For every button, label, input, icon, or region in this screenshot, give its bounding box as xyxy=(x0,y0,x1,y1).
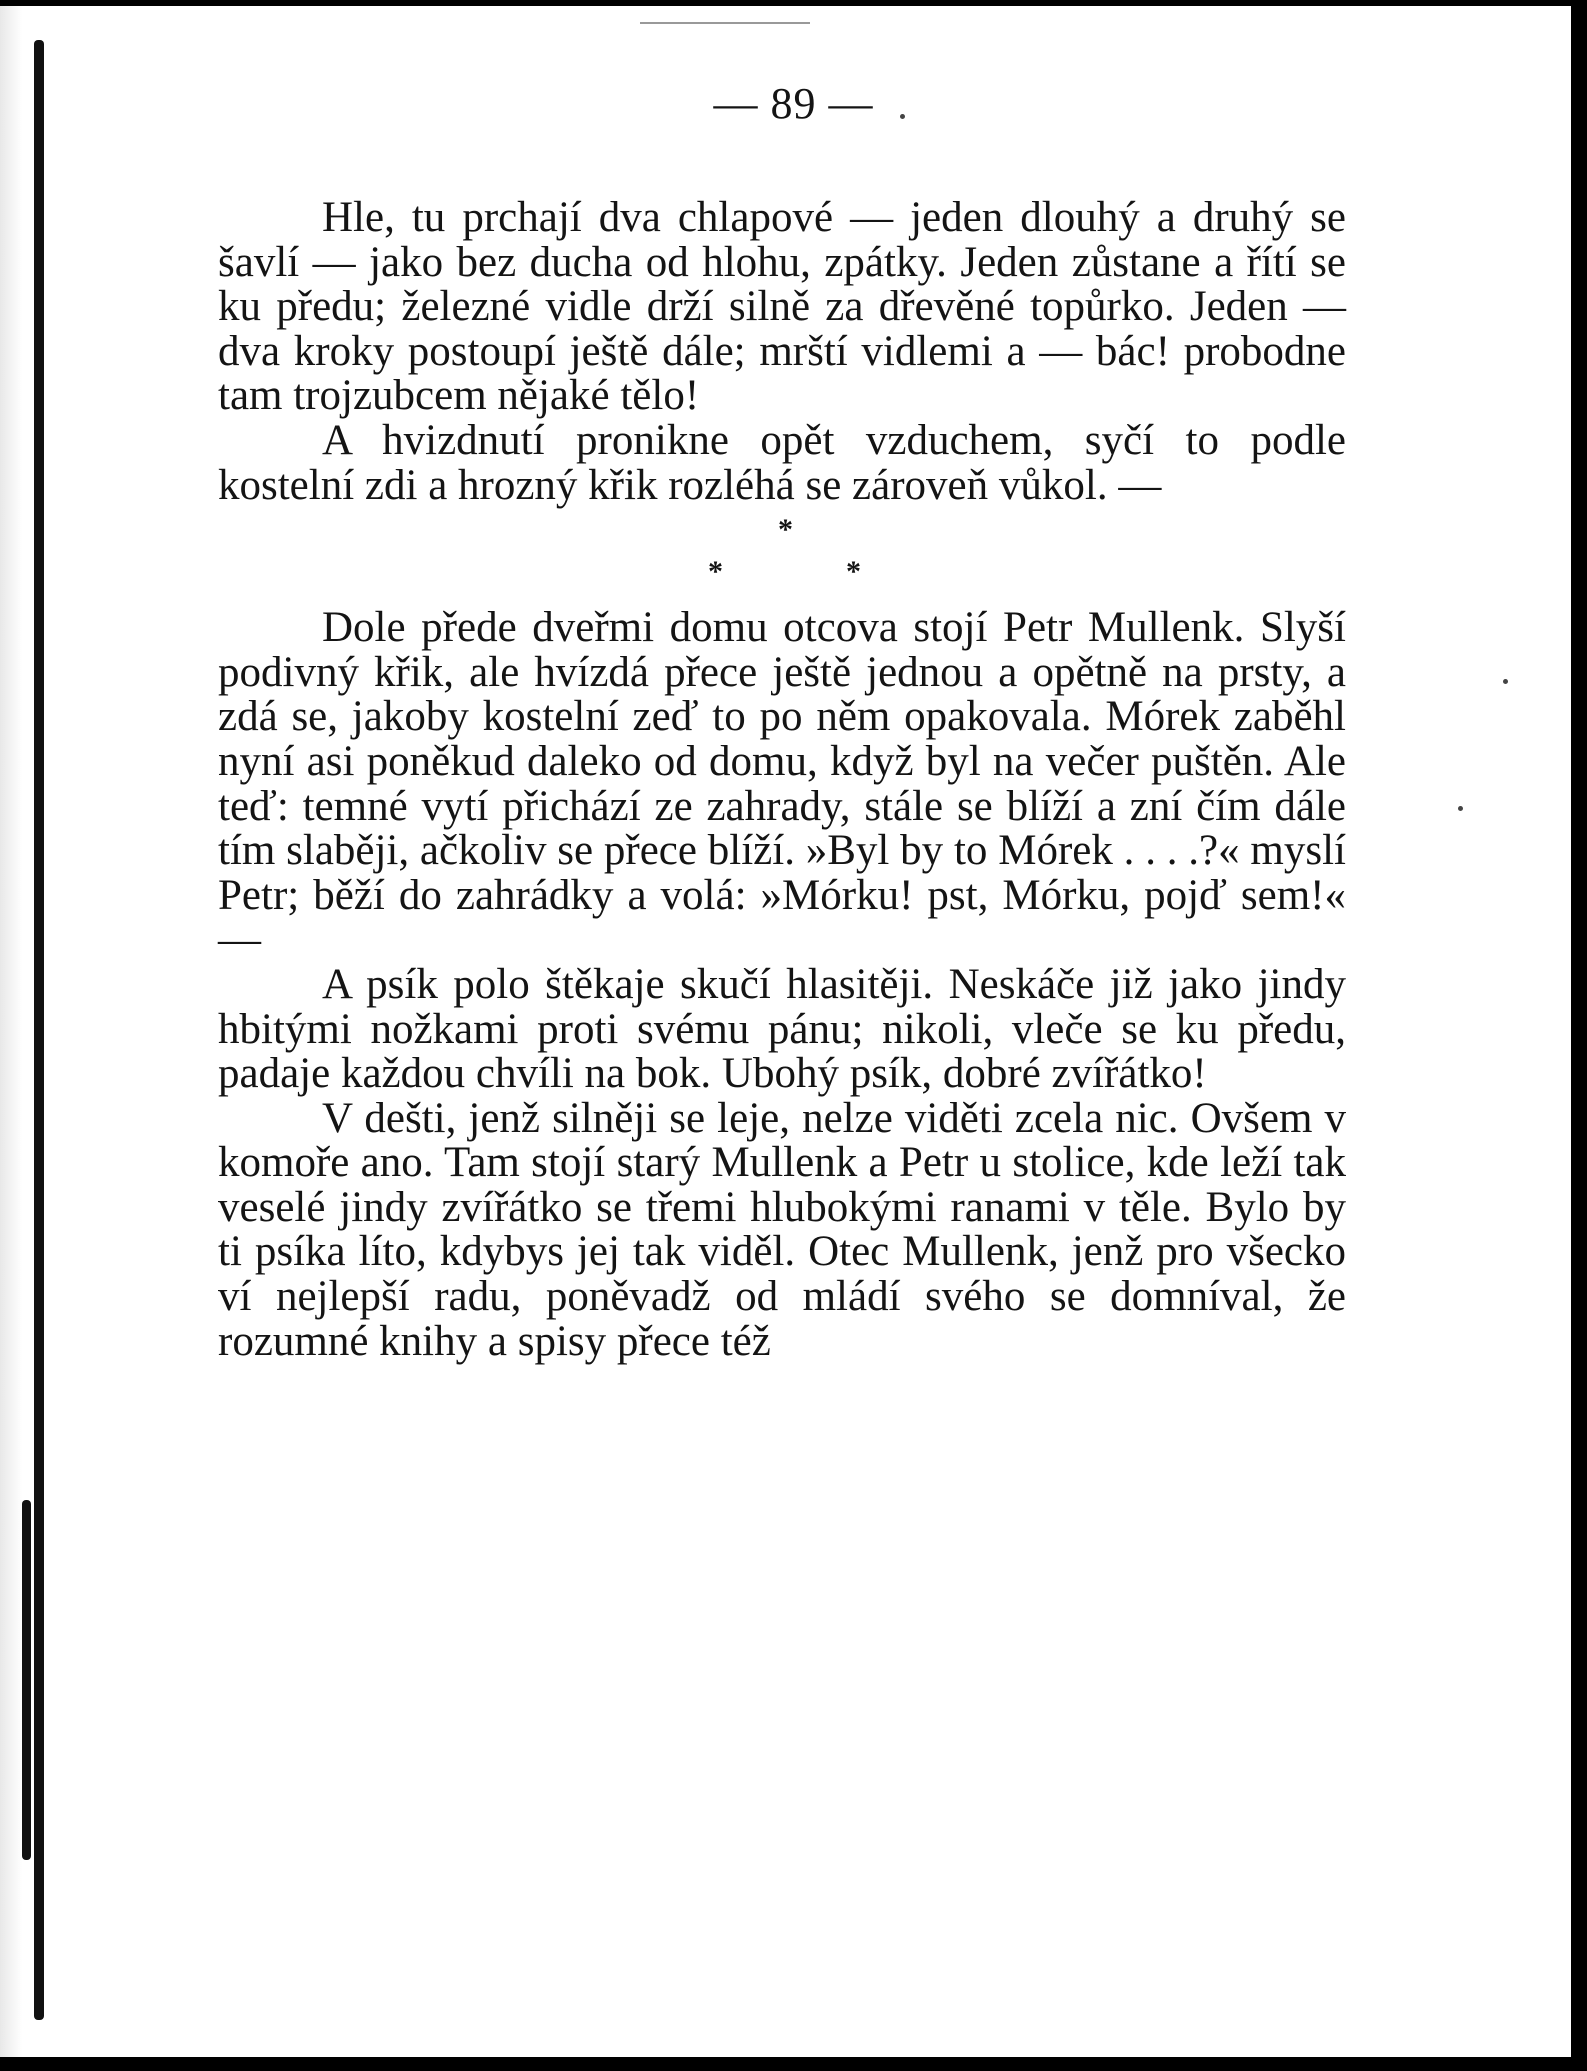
scan-border-right xyxy=(1571,0,1587,2071)
section-break-asterism xyxy=(218,508,1346,606)
asterisk: * xyxy=(708,555,723,589)
paragraph: A hvizdnutí pronikne opět vzduchem, syčí to podle kostelní zdi a hrozný křik rozléhá se zároveň vůkol. — xyxy=(218,416,1346,509)
asterisk: * xyxy=(846,555,861,589)
paragraph: A psík polo štěkaje skučí hlasitěji. Neskáče již jako jindy hbitými nožkami proti svému pánu; nikoli, vleče se ku předu, padaje každou chvíli na bok. Ubohý psík, dobré zvířátko! xyxy=(218,960,1346,1098)
asterisk: * xyxy=(778,513,793,547)
header-rule xyxy=(640,22,810,24)
scan-border-top xyxy=(0,0,1587,6)
scan-border-bottom xyxy=(0,2057,1587,2071)
binding-edge xyxy=(34,40,44,2020)
body-text xyxy=(218,196,1346,1364)
scan-speck xyxy=(1458,806,1463,811)
paragraph: V dešti, jenž silněji se leje, nelze viděti zcela nic. Ovšem v komoře ano. Tam stojí starý Mullenk a Petr u stolice, kde leží tak veselé jindy zvířátko se třemi hlubokými ranami v těle. Bylo by ti psíka líto, kdybys jej tak viděl. Otec Mullenk, jenž pro všecko ví nejlepší radu, poněvadž od mládí svého se domníval, že rozumné knihy a spisy přece též xyxy=(218,1094,1346,1365)
page-left-shadow xyxy=(0,0,22,2071)
paragraph: Dole přede dveřmi domu otcova stojí Petr Mullenk. Slyší podivný křik, ale hvízdá přece ještě jednou a opětně na prsty, a zdá se, jakoby kostelní zeď to po něm opakovala. Mórek zaběhl nyní asi poněkud daleko od domu, když byl na večer puštěn. Ale teď: temné vytí přichází ze zahrady, stále se blíží a zní čím dále tím slaběji, ačkoliv se přece blíží. »Byl by to Mórek . . . .?« myslí Petr; běží do zahrádky a volá: »Mórku! pst, Mórku, pojď sem!« — xyxy=(218,604,1346,964)
scan-speck xyxy=(1503,679,1508,684)
page-number: — 89 — xyxy=(713,79,874,128)
binding-edge-lower xyxy=(22,1500,31,1860)
paragraph: Hle, tu prchají dva chlapové — jeden dlouhý a druhý se šavlí — jako bez ducha od hlohu, zpátky. Jeden zůstane a řítí se ku předu; železné vidle drží silně za dřevěné topůrko. Jeden — dva kroky postoupí ještě dále; mrští vidlemi a — bác! probodne tam trojzubcem nějaké tělo! xyxy=(218,194,1346,420)
